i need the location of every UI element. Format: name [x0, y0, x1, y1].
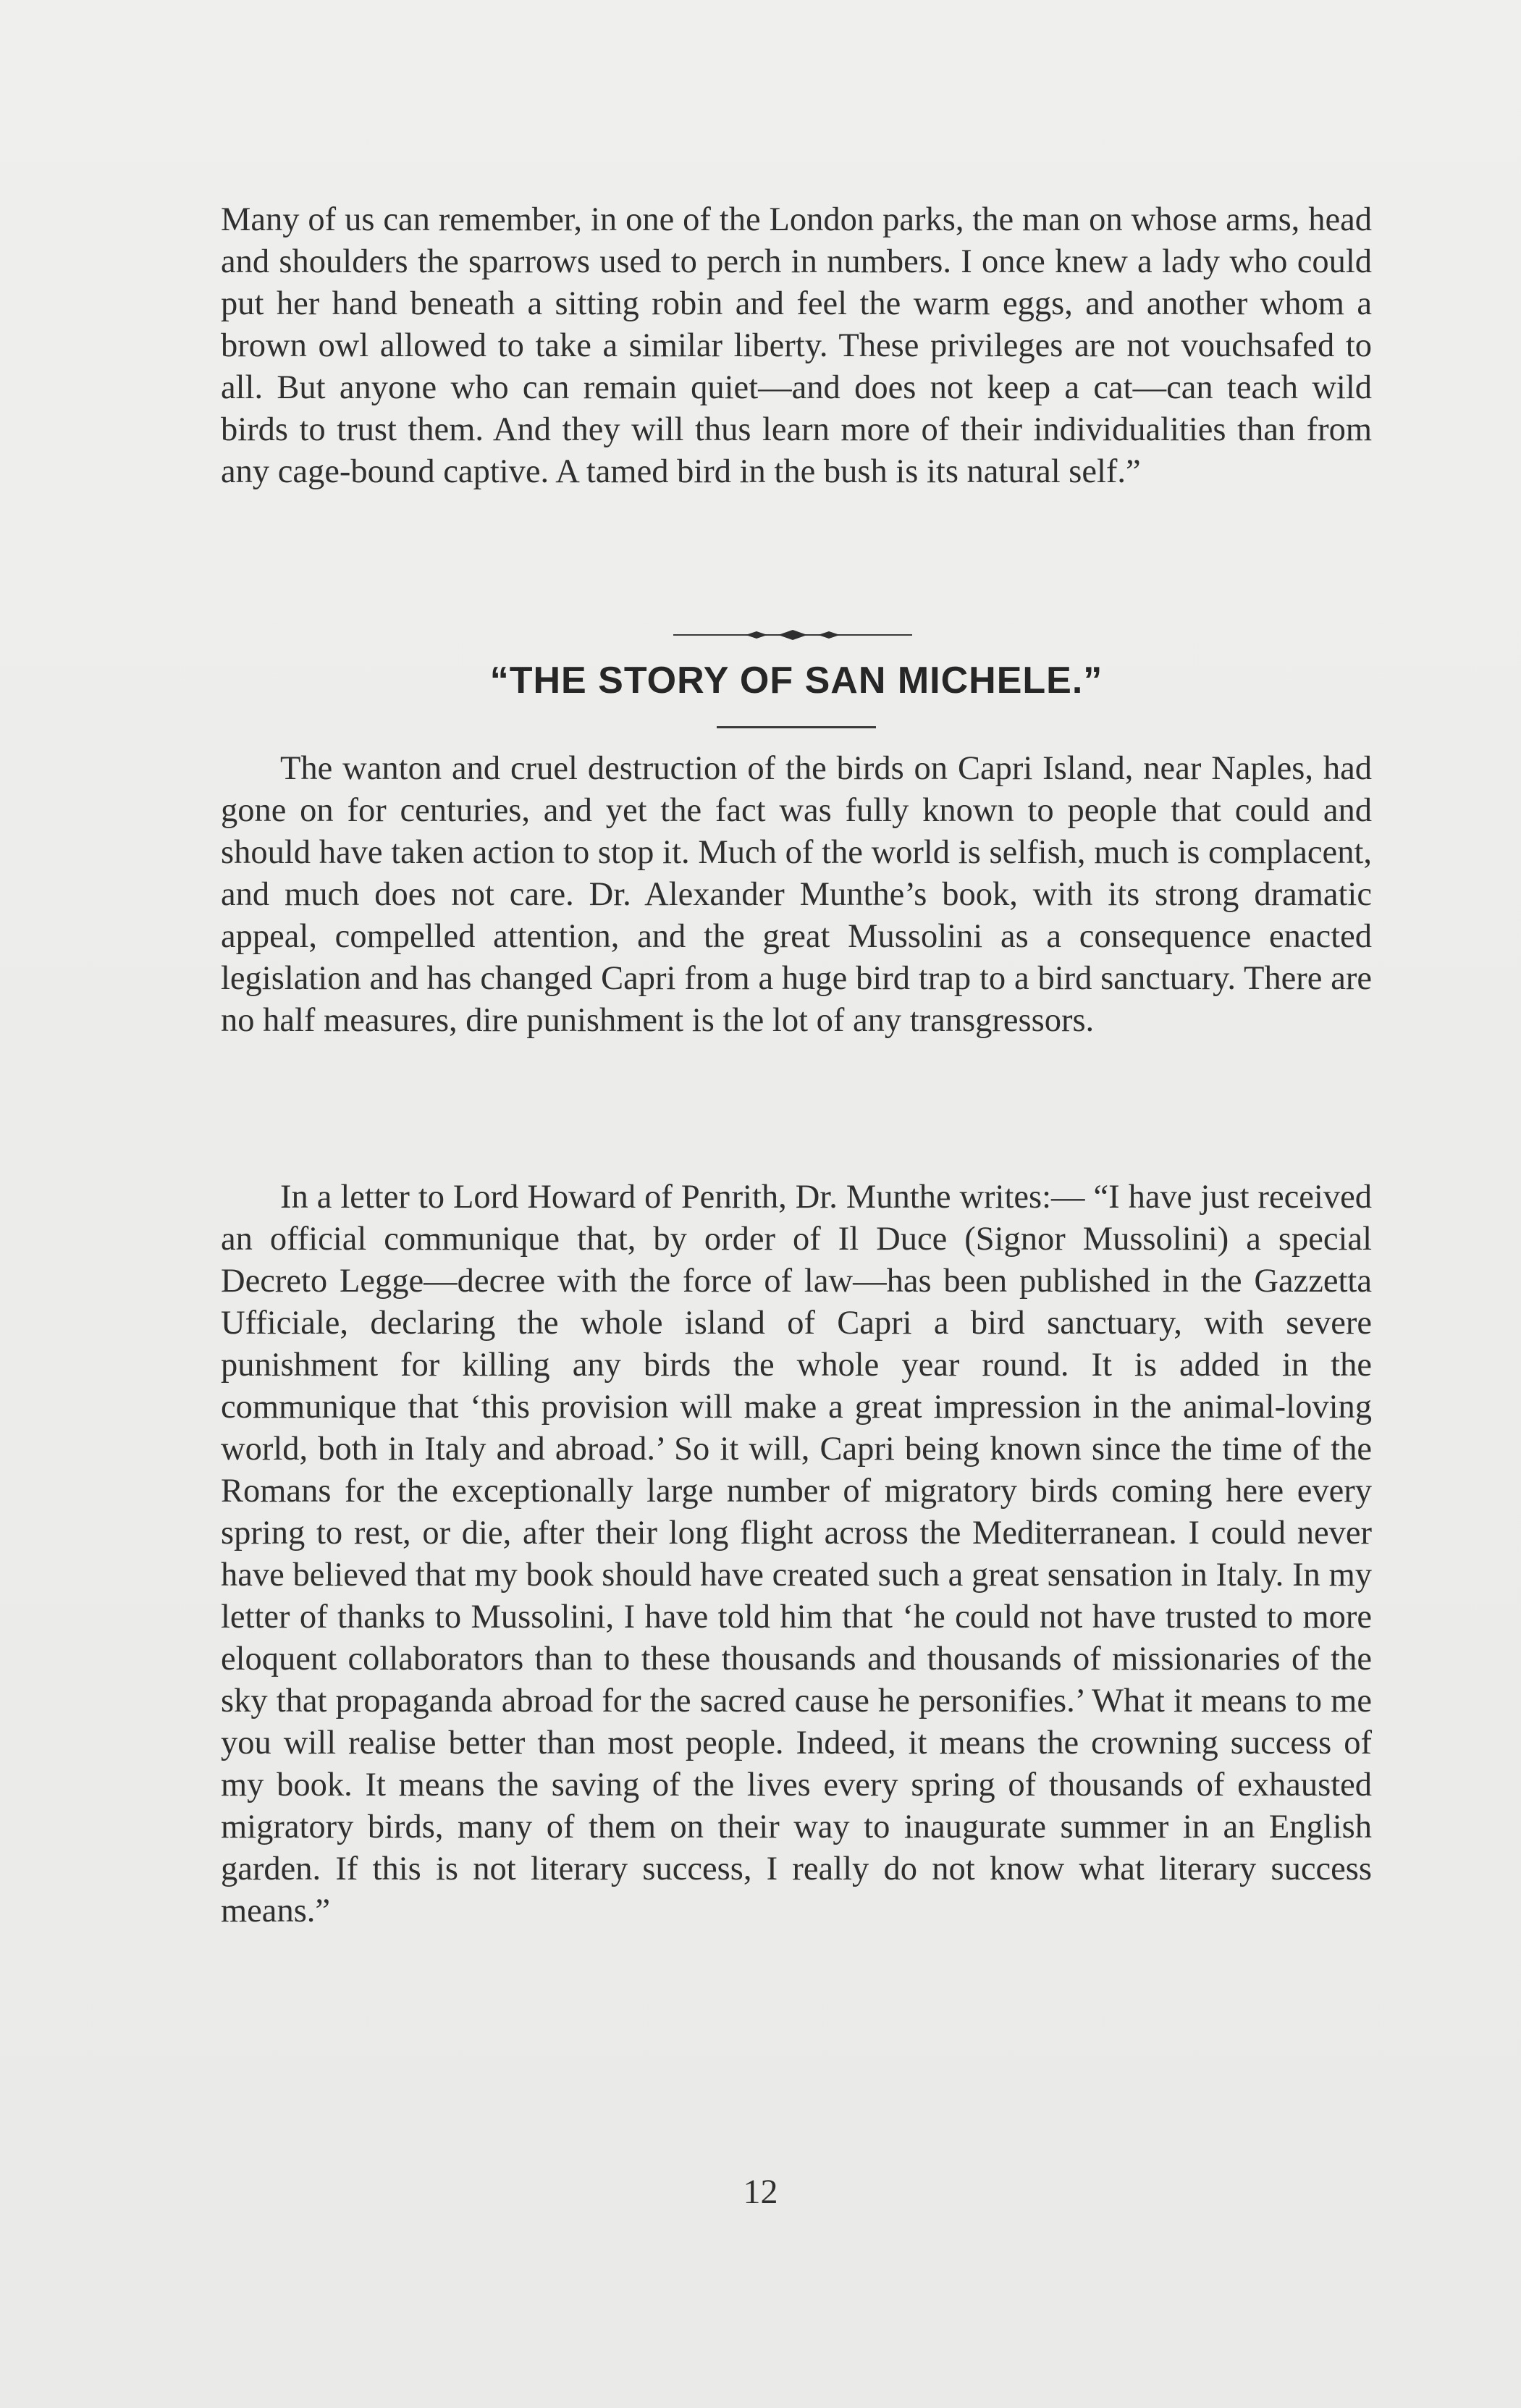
intro-paragraph: [221, 199, 1372, 493]
paragraph-text: Many of us can remember, in one of the London parks, the man on whose arms, head and shoulders the sparrows used to perch in numbers. I once knew a lady who could put her hand beneath a sitting robin and feel the warm eggs, and another whom a brown owl allowed to take a similar liberty. These privileges are not vouchsafed to all. But anyone who can remain quiet—and does not keep a cat—can teach wild birds to trust them. And they will thus learn more of their individualities than from any cage-bound captive. A tamed bird in the bush is its natural self.”: [221, 201, 1372, 490]
body-paragraph-letter: [221, 1176, 1372, 1932]
paragraph-text: The wanton and cruel destruction of the birds on Capri Island, near Naples, had gone on for centuries, and yet the fact was fully known to people that could and should have taken action to stop it. Much of the world is selfish, much is complacent, and much does not care. Dr. Alexander Munthe’s book, with its strong dramatic appeal, compelled attention, and the great Mussolini as a consequence enacted legislation and has changed Capri from a huge bird trap to a bird sanctuary. There are no half measures, dire punishment is the lot of any transgressors.: [221, 750, 1372, 1039]
heading-underline: [717, 726, 876, 728]
paragraph-text: In a letter to Lord Howard of Penrith, Dr. Munthe writes:— “I have just received an official communique that, by order of Il Duce (Signor Mussolini) a special Decreto Legge—decree with the force of law—has been published in the Gazzetta Ufficiale, declaring the whole island of Capri a bird sanctuary, with severe punishment for killing any birds the whole year round. It is added in the communique that ‘this provision will make a great impression in the animal-loving world, both in Italy and abroad.’ So it will, Capri being known since the time of the Romans for the exceptionally large number of migratory birds coming here every spring to rest, or die, after their long flight across the Mediterranean. I could never have believed that my book should have created such a great sensation in Italy. In my letter of thanks to Mussolini, I have told him that ‘he could not have trusted to more eloquent collaborators than to these thousands and thousands of missionaries of the sky that propaganda abroad for the sacred cause he personifies.’ What it means to me you will realise better than most people. Indeed, it means the crowning success of my book. It means the saving of the lives every spring of thousands of exhausted migratory birds, many of them on their way to inaugurate summer in an English garden. If this is not literary success, I really do not know what literary success means.”: [221, 1179, 1372, 1929]
body-paragraph-capri: [221, 748, 1372, 1042]
section-divider-ornament: [673, 624, 912, 646]
section-heading: “THE STORY OF SAN MICHELE.”: [489, 660, 1103, 702]
page-number: 12: [743, 2173, 778, 2211]
